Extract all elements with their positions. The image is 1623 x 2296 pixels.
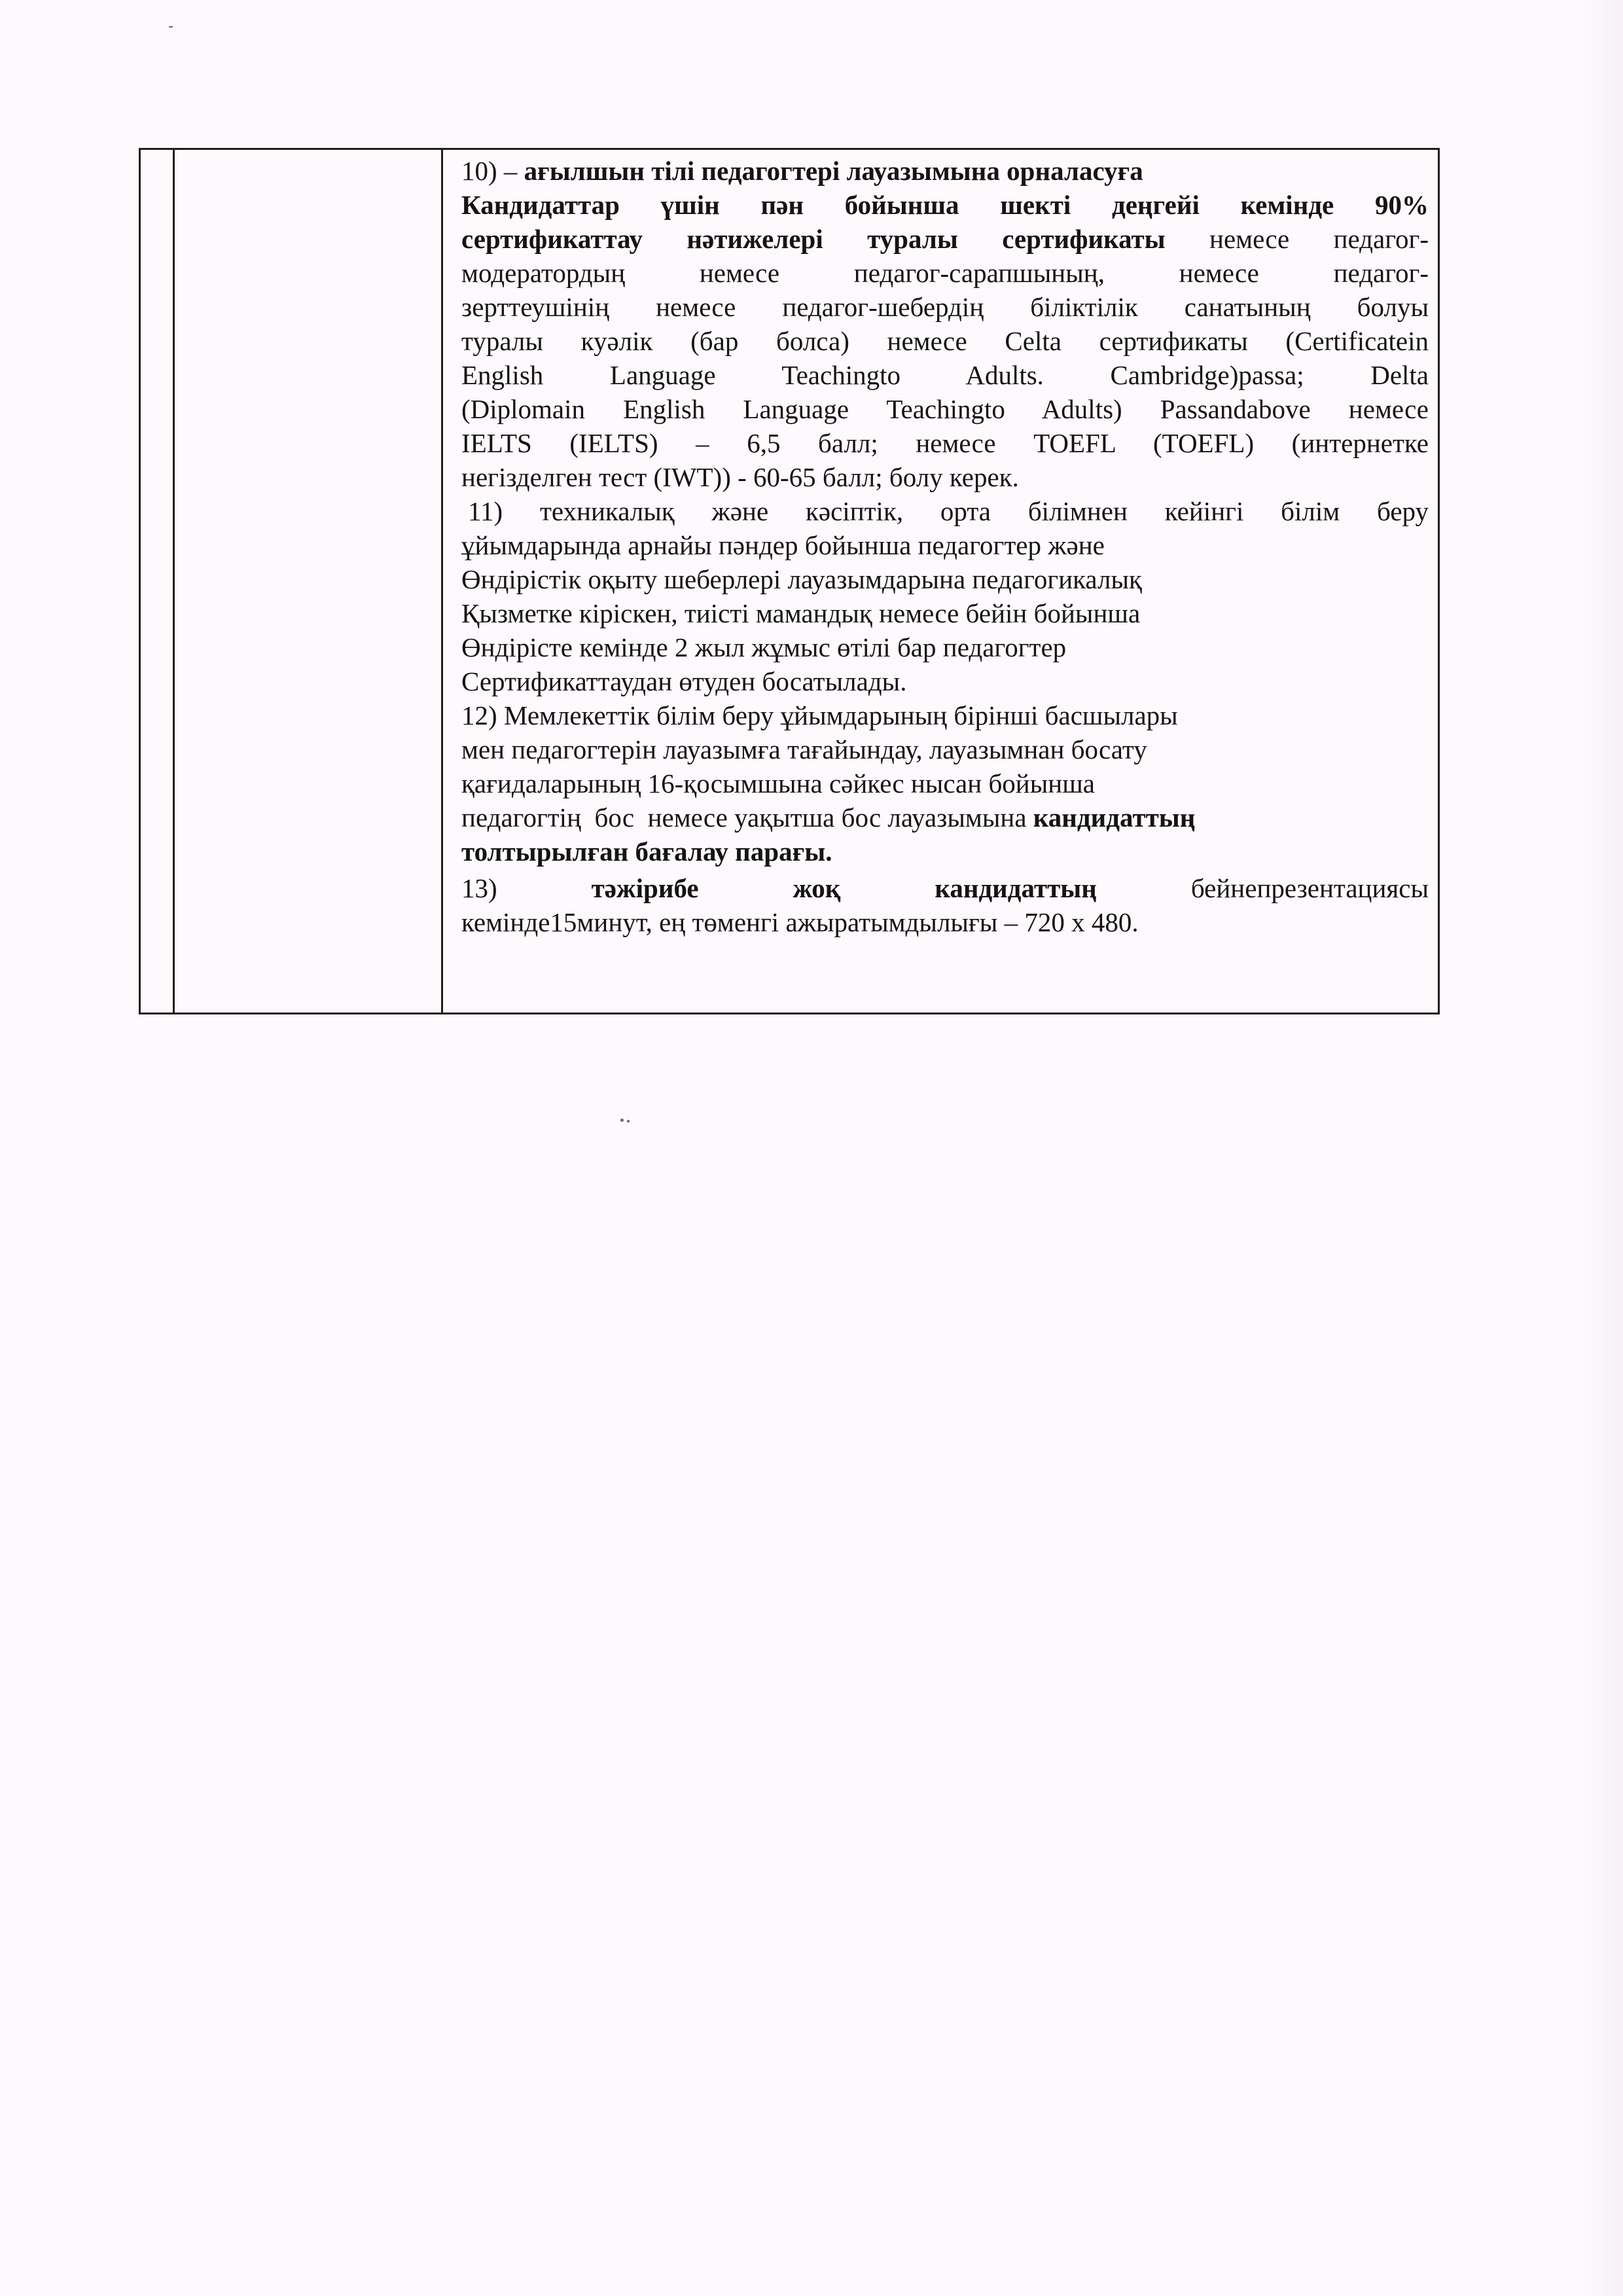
item-10-line-3: сертификаттау нәтижелері туралы сертификаты немесе педагог-	[461, 224, 1429, 254]
item-10	[461, 154, 1429, 494]
requirements-table	[139, 148, 1440, 1014]
item-13	[461, 871, 1429, 939]
scan-edge	[1584, 0, 1623, 2296]
item-10-line-9: IELTS (IELTS) – 6,5 балл; немесе TOEFL (TOEFL) (интернетке	[461, 428, 1429, 458]
item-11-line-6: Сертификаттаудан өтуден босатылады.	[461, 666, 907, 696]
item-11-line-4: Қызметке кіріскен, тиісті мамандық немесе бейін бойынша	[461, 598, 1141, 628]
item-10-line-2: Кандидаттар үшін пән бойынша шекті деңгейі кемінде 90%	[461, 190, 1429, 220]
item-10-line-5: зерттеушінің немесе педагог-шебердің біліктілік санатының болуы	[461, 292, 1429, 322]
item-13-line-1: 13) тәжірибе жоқ кандидаттың бейнепрезентациясы	[461, 873, 1429, 903]
item-12-line-3: қағидаларының 16-қосымшына сәйкес нысан бойынша	[461, 768, 1096, 798]
item-10-line-6: туралы куәлік (бар болса) немесе Celta сертификаты (Certificatein	[461, 326, 1429, 356]
item-11	[461, 494, 1429, 698]
item-11-line-5: Өндірісте кемінде 2 жыл жұмыс өтілі бар педагогтер	[461, 632, 1067, 662]
item-13-line-2: кемінде15минут, ең төменгі ажыратымдылығы – 720 х 480.	[461, 907, 1139, 937]
item-12-line-1: 12) Мемлекеттік білім беру ұйымдарының бірінші басшылары	[461, 700, 1178, 730]
item-12-line-2: мен педагогтерін лауазымға тағайындау, лауазымнан босату	[461, 734, 1147, 764]
scan-speck	[627, 1120, 630, 1122]
scan-speck	[620, 1119, 624, 1122]
number-cell	[140, 149, 174, 1014]
item-12-line-4: педагогтің бос немесе уақытша бос лауазымына кандидаттың	[461, 802, 1196, 833]
scan-speck	[169, 26, 173, 27]
table-row	[140, 149, 1439, 1014]
item-11-line-3: Өндірістік оқыту шеберлері лауазымдарына педагогикалық	[461, 564, 1142, 594]
item-10-line-8: (Diplomain English Language Teachingto Adults) Passandabove немесе	[461, 394, 1429, 424]
content-cell	[442, 149, 1439, 1014]
item-10-line-7: English Language Teachingto Adults. Cambridge)passa; Delta	[461, 360, 1429, 390]
item-12-line-5: толтырылған бағалау парағы.	[461, 836, 832, 867]
item-12	[461, 698, 1429, 869]
item-11-line-2: ұйымдарында арнайы пәндер бойынша педагогтер және	[461, 530, 1105, 560]
item-11-line-1: 11) техникалық және кәсіптік, орта білімнен кейінгі білім беру	[468, 496, 1429, 526]
item-10-line-10: негізделген тест (IWT)) - 60-65 балл; болу керек.	[461, 462, 1019, 492]
item-10-line-4: модератордың немесе педагог-сарапшының, немесе педагог-	[461, 258, 1429, 288]
category-cell	[174, 149, 442, 1014]
item-10-line-1: 10) – ағылшын тілі педагогтері лауазымына орналасуға	[461, 156, 1143, 186]
